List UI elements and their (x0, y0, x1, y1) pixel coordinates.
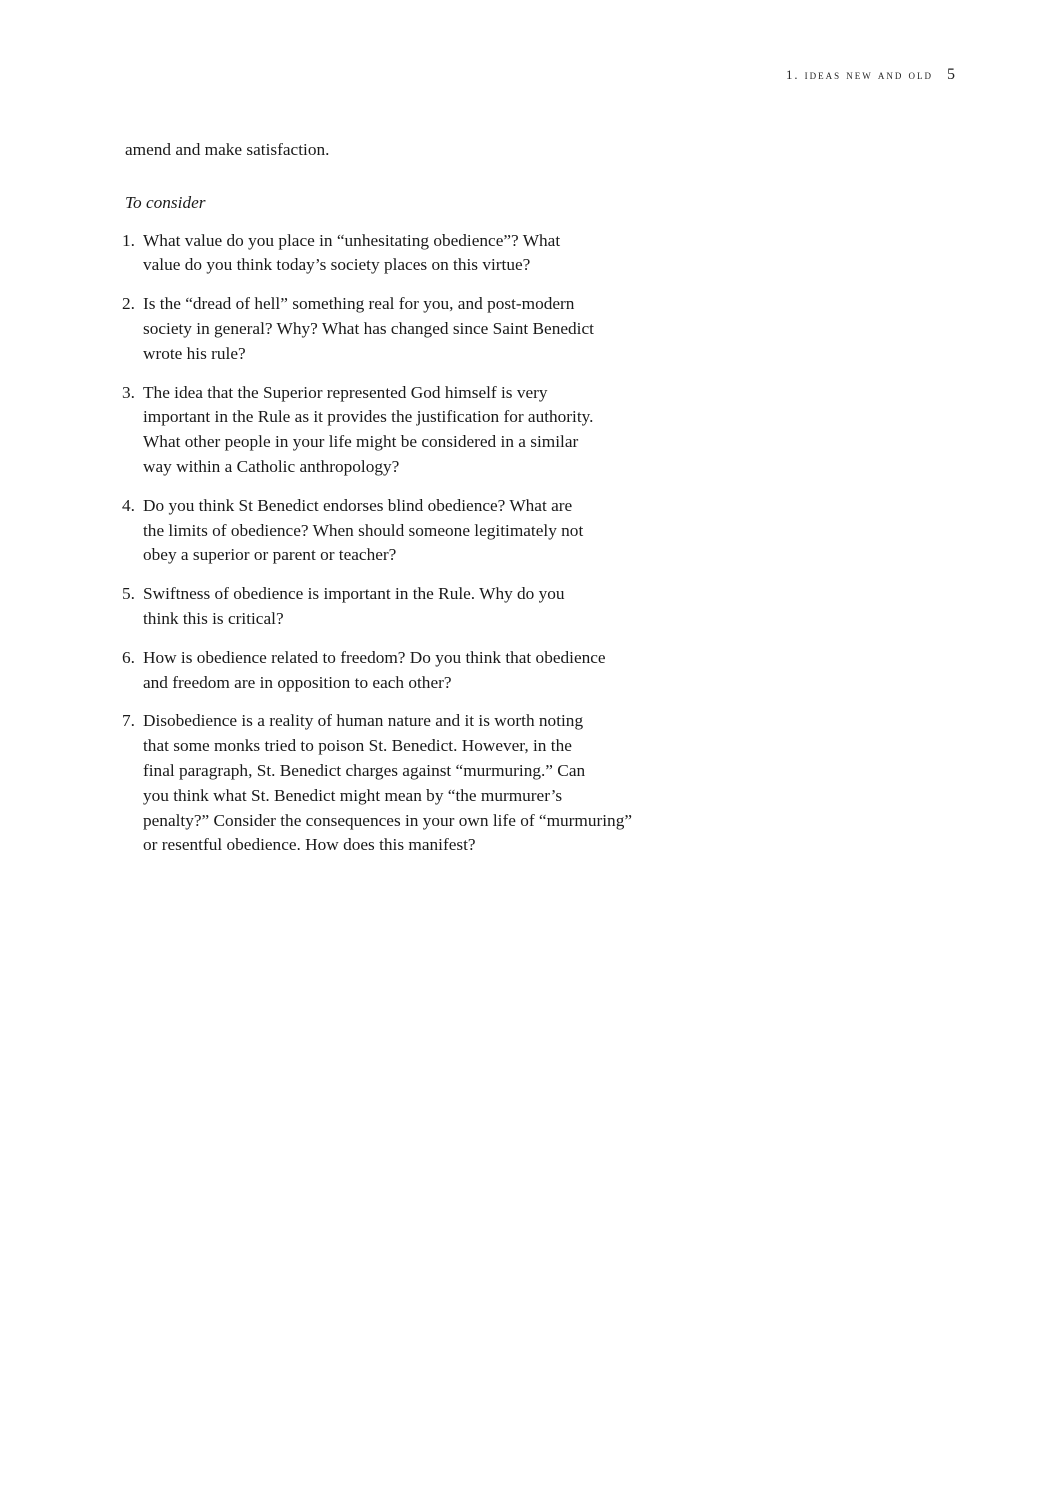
list-item-number: 3. (122, 382, 135, 402)
list-item (122, 292, 725, 366)
list-item (122, 709, 725, 858)
list-item-text: Is the “dread of hell” something real for you, and post-modern society in general? Why? What has changed since Saint Benedict wrote his rule? (143, 294, 594, 363)
list-item-number: 7. (122, 711, 135, 731)
list-item (122, 494, 725, 568)
question-list (122, 229, 725, 859)
list-item-text: What value do you place in “unhesitating obedience”? What value do you think today’s society places on this virtue? (143, 230, 561, 275)
list-item-number: 2. (122, 294, 135, 314)
list-item (122, 229, 725, 279)
list-item-number: 4. (122, 495, 135, 515)
page-number: 5 (947, 66, 955, 83)
list-item-number: 5. (122, 584, 135, 604)
running-header (786, 66, 955, 84)
list-item (122, 381, 725, 480)
page-body (122, 138, 725, 872)
list-item-text: The idea that the Superior represented God himself is very important in the Rule as it provides the justification for authority. What other people in your life might be considered in a similar way within a Catholic anthropology? (143, 382, 594, 476)
section-heading: To consider (125, 192, 206, 212)
list-item-text: Do you think St Benedict endorses blind obedience? What are the limits of obedience? When should someone legitimately not obey a superior or parent or teacher? (143, 495, 584, 565)
list-item-text: Swiftness of obedience is important in the Rule. Why do you think this is critical? (143, 584, 565, 628)
list-item-text: Disobedience is a reality of human nature and it is worth noting that some monks tried to poison St. Benedict. However, in the final paragraph, St. Benedict charges against “murmuring.” Can you think what St. Benedict might mean by “the murmurer’s penalty?” Consider the consequences in your own life of “murmuring” or resentful obedience. How does this manifest? (143, 711, 633, 855)
list-item-number: 6. (122, 647, 135, 667)
list-item (122, 582, 725, 632)
chapter-title: 1. ideas new and old (786, 68, 933, 82)
list-item-number: 1. (122, 230, 135, 250)
list-item-text: How is obedience related to freedom? Do you think that obedience and freedom are in opposition to each other? (143, 647, 606, 692)
list-item (122, 646, 725, 696)
continuation-paragraph: amend and make satisfaction. (125, 140, 330, 159)
